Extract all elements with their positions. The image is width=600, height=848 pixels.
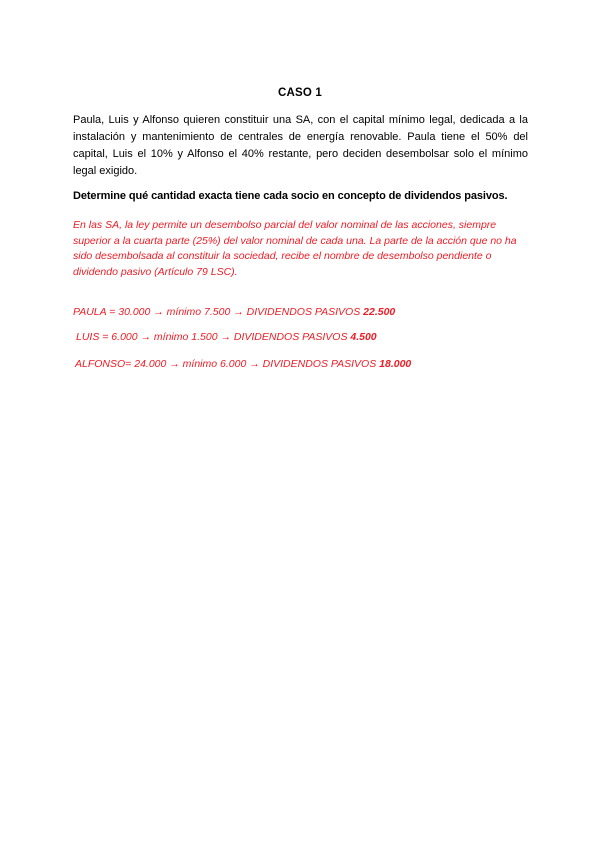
calculation-text: LUIS = 6.000 → mínimo 1.500 → DIVIDENDOS PASIVOS: [76, 331, 351, 343]
calculation-paula: [73, 306, 395, 318]
calculation-result: 4.500: [350, 331, 377, 343]
calculation-alfonso: [75, 358, 411, 370]
case-statement: Paula, Luis y Alfonso quieren constituir una SA, con el capital mínimo legal, dedicada a la instalación y mantenimiento de centrales de energía renovable. Paula tiene el 50% del capital, Luis el 10% y Alfonso el 40% restante, pero deciden desembolsar solo el mínimo legal exigido.: [73, 114, 528, 177]
question-text: Determine qué cantidad exacta tiene cada socio en concepto de dividendos pasivos.: [73, 190, 508, 202]
page-title: CASO 1: [277, 87, 323, 99]
calculation-luis: [76, 331, 377, 343]
calculation-result: 18.000: [379, 358, 412, 370]
calculation-text: PAULA = 30.000 → mínimo 7.500 → DIVIDENDOS PASIVOS: [73, 306, 364, 318]
calculation-text: ALFONSO= 24.000 → mínimo 6.000 → DIVIDENDOS PASIVOS: [75, 358, 380, 370]
answer-explanation: En las SA, la ley permite un desembolso parcial del valor nominal de las acciones, siempre superior a la cuarta parte (25%) del valor nominal de cada una. La parte de la acción que no ha sido desembolsada al constituir la sociedad, recibe el nombre de desembolso pendiente o dividendo pasivo (Artículo 79 LSC).: [73, 219, 517, 278]
calculation-result: 22.500: [363, 306, 396, 318]
